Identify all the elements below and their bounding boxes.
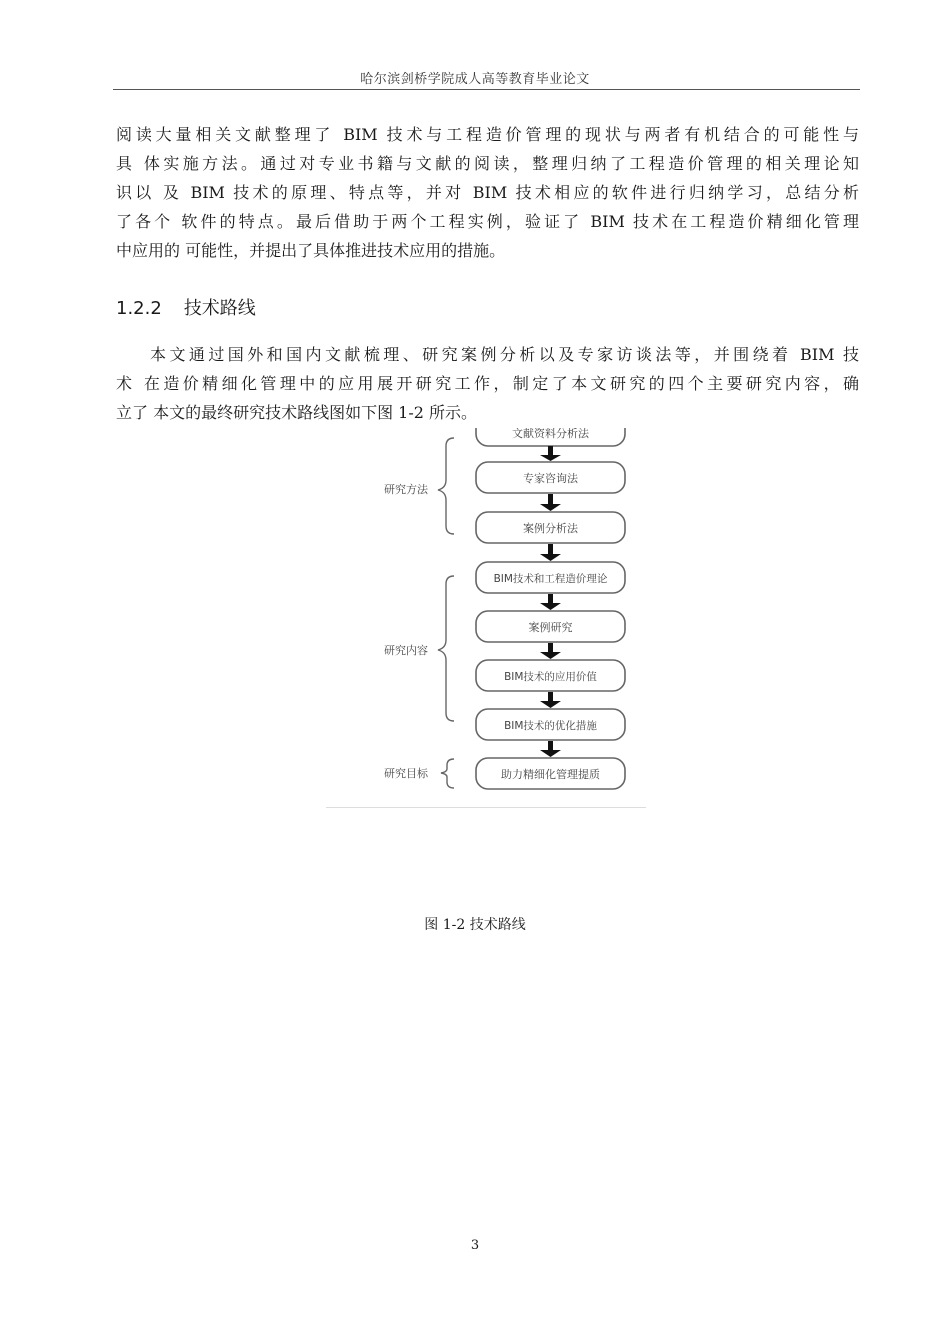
paragraph-line: 术 在造价精细化管理中的应用展开研究工作，制定了本文研究的四个主要研究内容，确 xyxy=(116,374,859,393)
header-rule xyxy=(113,89,860,90)
section-title: 技术路线 xyxy=(183,298,256,319)
brace-research-methods xyxy=(438,438,454,534)
section-number: 1.2.2 xyxy=(116,298,162,319)
paragraph-line: 立了 本文的最终研究技术路线图如下图 1-2 所示。 xyxy=(116,403,478,422)
flow-box-label: BIM技术的应用价值 xyxy=(504,671,597,683)
flow-box-label: 助力精细化管理提质 xyxy=(501,768,600,781)
flowchart-svg xyxy=(326,428,646,808)
arrow-down-icon xyxy=(540,544,561,561)
technical-route-figure xyxy=(326,428,646,808)
arrow-down-icon xyxy=(540,446,561,461)
paragraph-line: 识以 及 BIM 技术的原理、特点等，并对 BIM 技术相应的软件进行归纳学习，总结分析 xyxy=(116,183,859,202)
arrow-down-icon xyxy=(540,741,561,757)
flow-box-label: BIM技术和工程造价理论 xyxy=(493,573,608,585)
paragraph-line: 中应用的 可能性，并提出了具体推进技术应用的措施。 xyxy=(116,241,506,260)
group-label-methods: 研究方法 xyxy=(384,483,428,496)
figure-caption: 图 1-2 技术路线 xyxy=(424,917,526,933)
flow-box-label: 专家咨询法 xyxy=(523,472,578,485)
arrow-down-icon xyxy=(540,692,561,708)
paragraph-line: 了各个 软件的特点。最后借助于两个工程实例，验证了 BIM 技术在工程造价精细化管理 xyxy=(116,212,859,231)
paragraph-technical-route xyxy=(116,340,859,427)
page-header-title: 哈尔滨剑桥学院成人高等教育毕业论文 xyxy=(360,72,590,87)
paragraph-line: 具 体实施方法。通过对专业书籍与文献的阅读，整理归纳了工程造价管理的相关理论知 xyxy=(116,154,859,173)
group-label-goal: 研究目标 xyxy=(384,767,428,780)
flow-box-label: 案例研究 xyxy=(528,621,573,634)
paragraph-line: 阅读大量相关文献整理了 BIM 技术与工程造价管理的现状与两者有机结合的可能性与 xyxy=(116,125,859,144)
flow-box-label: 文献资料分析法 xyxy=(512,428,589,440)
section-heading xyxy=(116,294,256,320)
brace-research-goal xyxy=(441,759,454,788)
arrow-down-icon xyxy=(540,643,561,659)
group-label-content: 研究内容 xyxy=(384,644,428,657)
flow-box-label: BIM技术的优化措施 xyxy=(504,720,597,732)
arrow-down-icon xyxy=(540,594,561,610)
arrow-down-icon xyxy=(540,494,561,511)
flow-box-label: 案例分析法 xyxy=(523,522,578,535)
brace-research-content xyxy=(438,576,454,721)
paragraph-intro-continuation xyxy=(116,120,859,265)
figure-bottom-rule xyxy=(326,807,646,808)
paragraph-line: 本文通过国外和国内文献梳理、研究案例分析以及专家访谈法等，并围绕着 BIM 技 xyxy=(150,345,859,364)
page-number: 3 xyxy=(470,1238,480,1253)
